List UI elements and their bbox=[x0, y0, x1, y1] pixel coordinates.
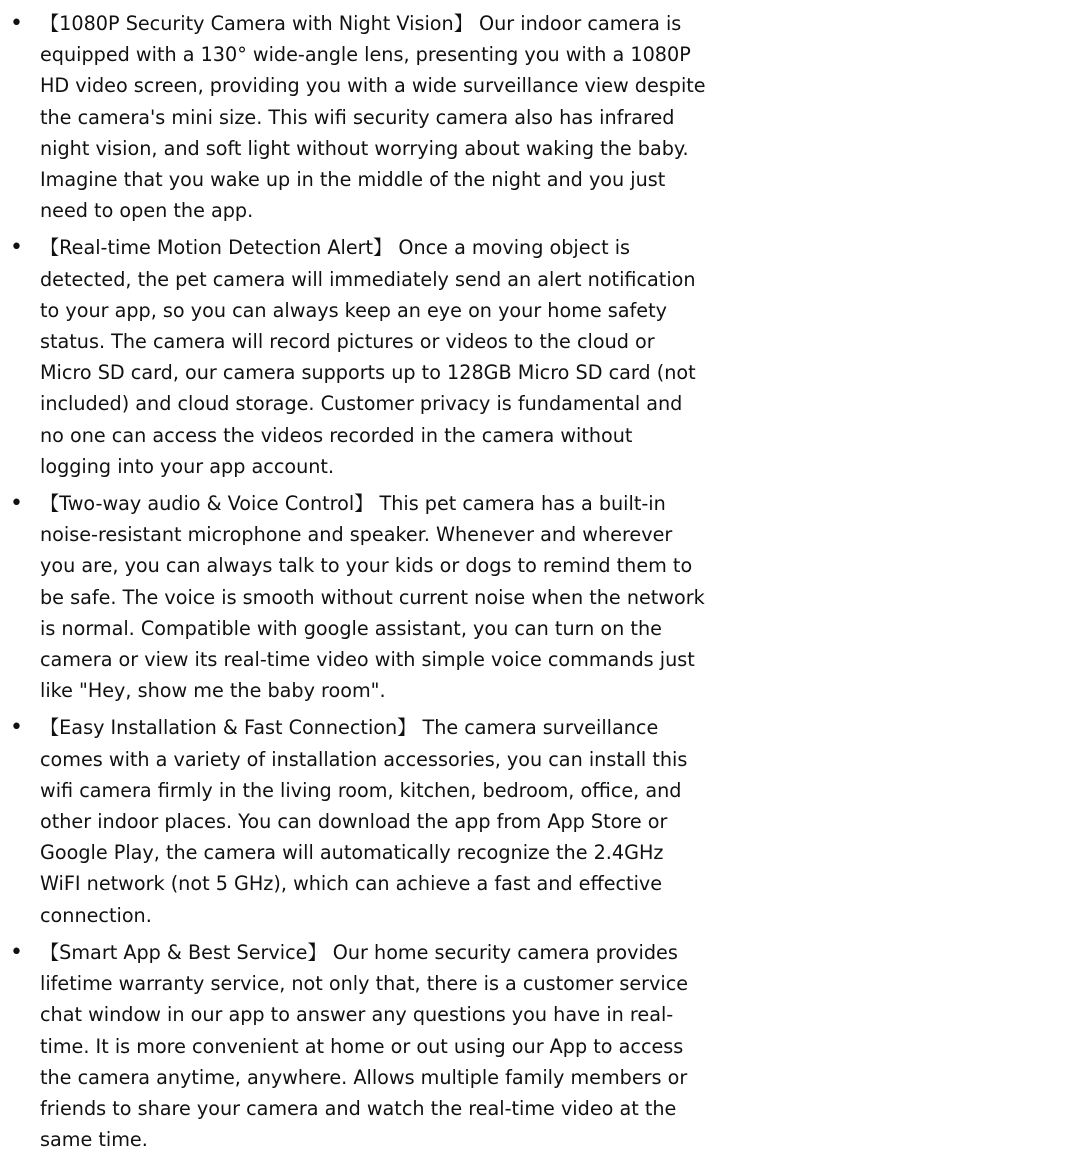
feature-bullet-smart-app bbox=[0, 937, 720, 1155]
feature-heading: 【Smart App & Best Service】 bbox=[40, 940, 327, 964]
feature-bullet-motion-detection bbox=[0, 232, 720, 482]
feature-heading: 【1080P Security Camera with Night Vision】 bbox=[40, 12, 473, 35]
feature-text: The camera surveillance comes with a variety of installation accessories, you can install this wifi camera firmly in the living room, kitchen, bedroom, office, and other indoor places. You can download the app from App Store or Google Play, the camera will automatically recognize the 2.4GHz WiFI network (not 5 GHz), which can achieve a fast and effective connection. bbox=[40, 716, 688, 927]
feature-text: Our indoor camera is equipped with a 130° wide-angle lens, presenting you with a 1080P HD video screen, providing you with a wide surveillance view despite the camera's mini size. This wifi security camera also has infrared night vision, and soft light without worrying about waking the baby. Imagine that you wake up in the middle of the night and you just need to open the app. bbox=[40, 12, 706, 223]
feature-heading: 【Two-way audio & Voice Control】 bbox=[40, 492, 374, 516]
feature-text: Our home security camera provides lifetime warranty service, not only that, there is a customer service chat window in our app to answer any questions you have in real-time. It is more convenient at home or out using our App to access the camera anytime, anywhere. Allows multiple family members or friends to share your camera and watch the real-time video at the same time. bbox=[40, 940, 689, 1152]
feature-bullet-two-way-audio bbox=[0, 488, 720, 706]
feature-bullet-night-vision bbox=[0, 8, 720, 226]
feature-heading: 【Real-time Motion Detection Alert】 bbox=[40, 236, 393, 260]
feature-bullet-easy-installation bbox=[0, 712, 720, 930]
feature-text: This pet camera has a built-in noise-resistant microphone and speaker. Whenever and wherever you are, you can always talk to your kids or dogs to remind them to be safe. The voice is smooth without current noise when the network is normal. Compatible with google assistant, you can turn on the camera or view its real-time video with simple voice commands just like "Hey, show me the baby room". bbox=[40, 492, 705, 703]
feature-heading: 【Easy Installation & Fast Connection】 bbox=[40, 716, 417, 740]
feature-text: Once a moving object is detected, the pet camera will immediately send an alert notification to your app, so you can always keep an eye on your home safety status. The camera will record pictures or videos to the cloud or Micro SD card, our camera supports up to 128GB Micro SD card (not included) and cloud storage. Customer privacy is fundamental and no one can access the videos recorded in the camera without logging into your app account. bbox=[40, 236, 696, 478]
feature-bullet-list bbox=[0, 8, 720, 1161]
